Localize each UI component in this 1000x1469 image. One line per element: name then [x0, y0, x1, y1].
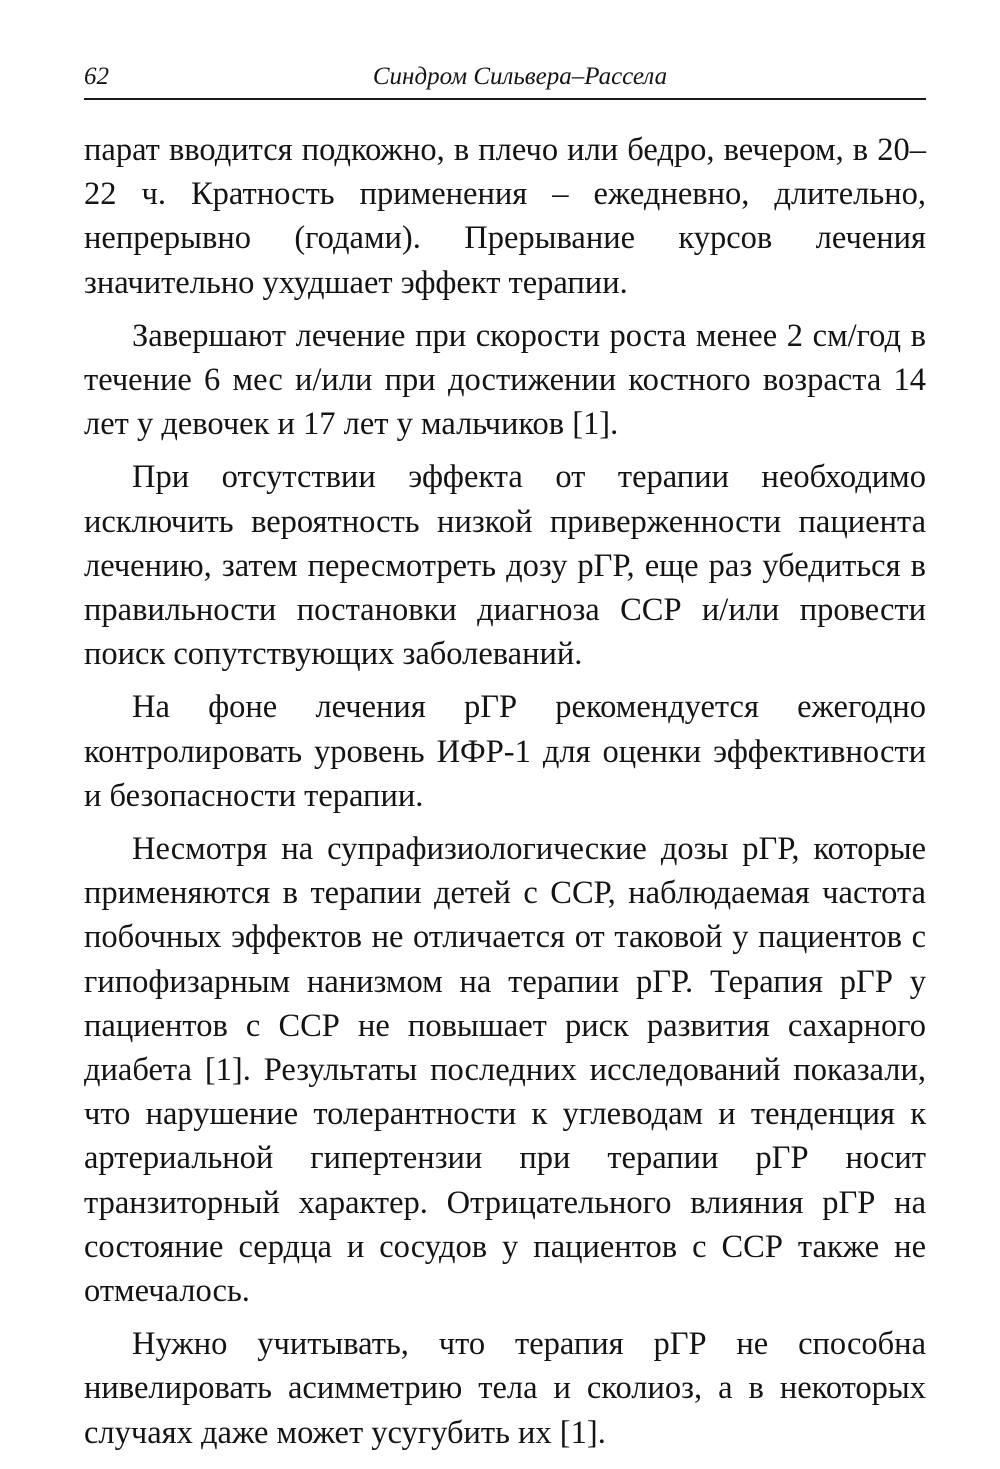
body-text — [84, 128, 926, 1455]
paragraph-1: парат вводится подкожно, в плечо или бедро, вечером, в 20–22 ч. Кратность применения – ежедневно, длительно, непрерывно (годами). Прерывание курсов лечения значительно ухудшает эффект терапии. — [84, 132, 926, 301]
page-number: 62 — [84, 63, 109, 90]
paragraph-3: При отсутствии эффекта от терапии необходимо исключить вероятность низкой приверженности пациента лечению, затем пересмотреть дозу рГР, еще раз убедиться в правильности постановки диагноза ССР и/или провести поиск сопутствующих заболеваний. — [84, 459, 926, 673]
paragraph-5: Несмотря на супрафизиологические дозы рГР, которые применяются в терапии детей с ССР, наблюдаемая частота побочных эффектов не отличается от таковой у пациентов с гипофизарным нанизмом на терапии рГР. Терапия рГР у пациентов с ССР не повышает риск развития сахарного диабета [1]. Результаты последних исследований показали, что нарушение толерантности к углеводам и тенденция к артериальной гипертензии при терапии рГР носит транзиторный характер. Отрицательного влияния рГР на состояние сердца и сосудов у пациентов с ССР также не отмечалось. — [84, 831, 926, 1310]
running-title: Синдром Сильвера–Рассела — [372, 63, 668, 90]
paragraph-2: Завершают лечение при скорости роста менее 2 см/год в течение 6 мес и/или при достижении костного возраста 14 лет у девочек и 17 лет у мальчиков [1]. — [84, 317, 926, 443]
paragraph-6: Нужно учитывать, что терапия рГР не способна нивелировать асимметрию тела и сколиоз, а в некоторых случаях даже может усугубить их [1]. — [84, 1326, 926, 1451]
book-page — [84, 58, 926, 1451]
paragraph-4: На фоне лечения рГР рекомендуется ежегодно контролировать уровень ИФР-1 для оценки эффективности и безопасности терапии. — [84, 689, 926, 814]
running-header — [84, 58, 926, 100]
